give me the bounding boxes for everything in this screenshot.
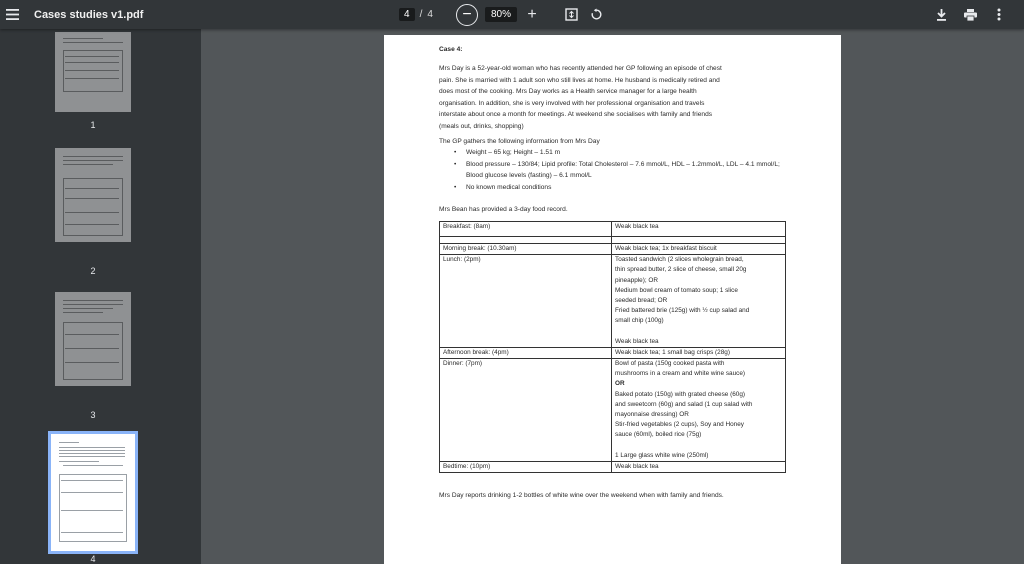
download-icon (936, 9, 947, 21)
pdf-page-4 (384, 35, 841, 564)
food-record-intro: Mrs Bean has provided a 3-day food record. (439, 206, 568, 213)
intro-line: (meals out, drinks, shopping) (439, 122, 524, 130)
intro-line: pain. She is married with 1 adult son who still lives at home. He husband is medically retired and (439, 76, 720, 84)
zoom-level-input[interactable]: 80% (485, 7, 517, 22)
page-separator: / (419, 9, 423, 20)
zoom-out-icon: − (462, 5, 472, 23)
table-row (440, 222, 786, 237)
print-icon (964, 9, 977, 21)
table-cell: Bowl of pasta (150g cooked pasta with mushrooms in a cream and white wine sauce) OR Baked potato (150g) with grated cheese (60g) and sweetcorn (60g) and salad (1 cup salad with mayonnaise dressing) OR Stir-fried vegetables (2 cups), Soy and Honey sauce (60ml), boiled rice (75g) 1 Large glass white wine (250ml) (612, 359, 786, 462)
table-cell: Bedtime: (10pm) (440, 461, 612, 472)
zoom-out-button[interactable] (456, 4, 478, 26)
intro-paragraph (439, 63, 784, 132)
download-button[interactable] (934, 0, 948, 29)
food-record-table (439, 221, 786, 473)
list-item: • No known medical conditions (454, 183, 552, 191)
table-cell: Weak black tea; 1 small bag crisps (28g) (612, 347, 786, 358)
thumbnail-sidebar (0, 29, 201, 564)
gp-findings-list (454, 147, 784, 193)
table-cell: Afternoon break: (4pm) (440, 347, 612, 358)
case-heading: Case 4: (439, 46, 463, 53)
thumbnail-number-3: 3 (90, 410, 96, 420)
file-title: Cases studies v1.pdf (34, 8, 144, 21)
table-row (440, 255, 786, 348)
table-row (440, 244, 786, 255)
intro-line: Mrs Day is a 52-year-old woman who has recently attended her GP following an episode of chest (439, 65, 722, 72)
table-cell: Weak black tea; 1x breakfast biscuit (612, 244, 786, 255)
list-item: • Weight – 65 kg; Height – 1.51 m (454, 149, 561, 156)
page-thumbnail-3[interactable] (55, 292, 131, 386)
intro-line: does most of the cooking. Mrs Day works as a Health service manager for a large health (439, 88, 697, 95)
closing-note: Mrs Day reports drinking 1-2 bottles of white wine over the weekend when with family and friends. (439, 492, 724, 499)
table-cell: Weak black tea (612, 461, 786, 472)
thumbnail-number-4: 4 (90, 554, 96, 564)
print-button[interactable] (963, 0, 977, 29)
table-cell: Lunch: (2pm) (440, 255, 612, 348)
fit-page-icon (565, 8, 578, 21)
page-thumbnail-4-selected[interactable] (51, 434, 135, 551)
table-row (440, 461, 786, 472)
more-options-button[interactable] (994, 0, 1004, 29)
zoom-in-button[interactable] (525, 0, 539, 29)
table-row (440, 347, 786, 358)
table-cell: Toasted sandwich (2 slices wholegrain bread, thin spread butter, 2 slice of cheese, small 20g pineapple); OR Medium bowl cream of tomato soup; 1 slice seeded bread; OR Fried battered brie (125g) with ½ cup salad and small chip (100g) Weak black tea (612, 255, 786, 348)
gp-heading: The GP gathers the following information from Mrs Day (439, 138, 600, 145)
pdf-toolbar (0, 0, 1024, 29)
rotate-button[interactable] (589, 0, 603, 29)
page-thumbnail-1[interactable] (55, 32, 131, 112)
total-pages: 4 (427, 9, 433, 20)
zoom-in-icon: + (527, 5, 537, 23)
page-thumbnail-2[interactable] (55, 148, 131, 242)
list-item: • Blood pressure – 130/84; Lipid profile: Total Cholesterol – 7.6 mmol/L, HDL – 1.2mmol/L, LDL – 4.1 mmol/L; Blood glucose levels (fasting) – 6.1 mmol/L (454, 160, 780, 179)
more-vert-icon (997, 8, 1001, 21)
table-cell: Dinner: (7pm) (440, 359, 612, 462)
menu-icon[interactable] (4, 0, 20, 29)
thumbnail-number-2: 2 (90, 266, 96, 276)
fit-to-page-button[interactable] (564, 0, 578, 29)
intro-line: interstate about once a month for meetings. At weekend she socialises with family and friends (439, 111, 713, 118)
rotate-icon (590, 8, 603, 21)
table-cell: Morning break: (10.30am) (440, 244, 612, 255)
intro-line: organisation. In addition, she is very involved with her professional organisation and travels (439, 99, 705, 107)
page-number-input[interactable]: 4 (399, 8, 415, 21)
table-cell: Weak black tea (612, 222, 786, 237)
table-cell: Breakfast: (8am) (440, 222, 612, 237)
thumbnail-number-1: 1 (90, 120, 96, 130)
table-row (440, 359, 786, 462)
